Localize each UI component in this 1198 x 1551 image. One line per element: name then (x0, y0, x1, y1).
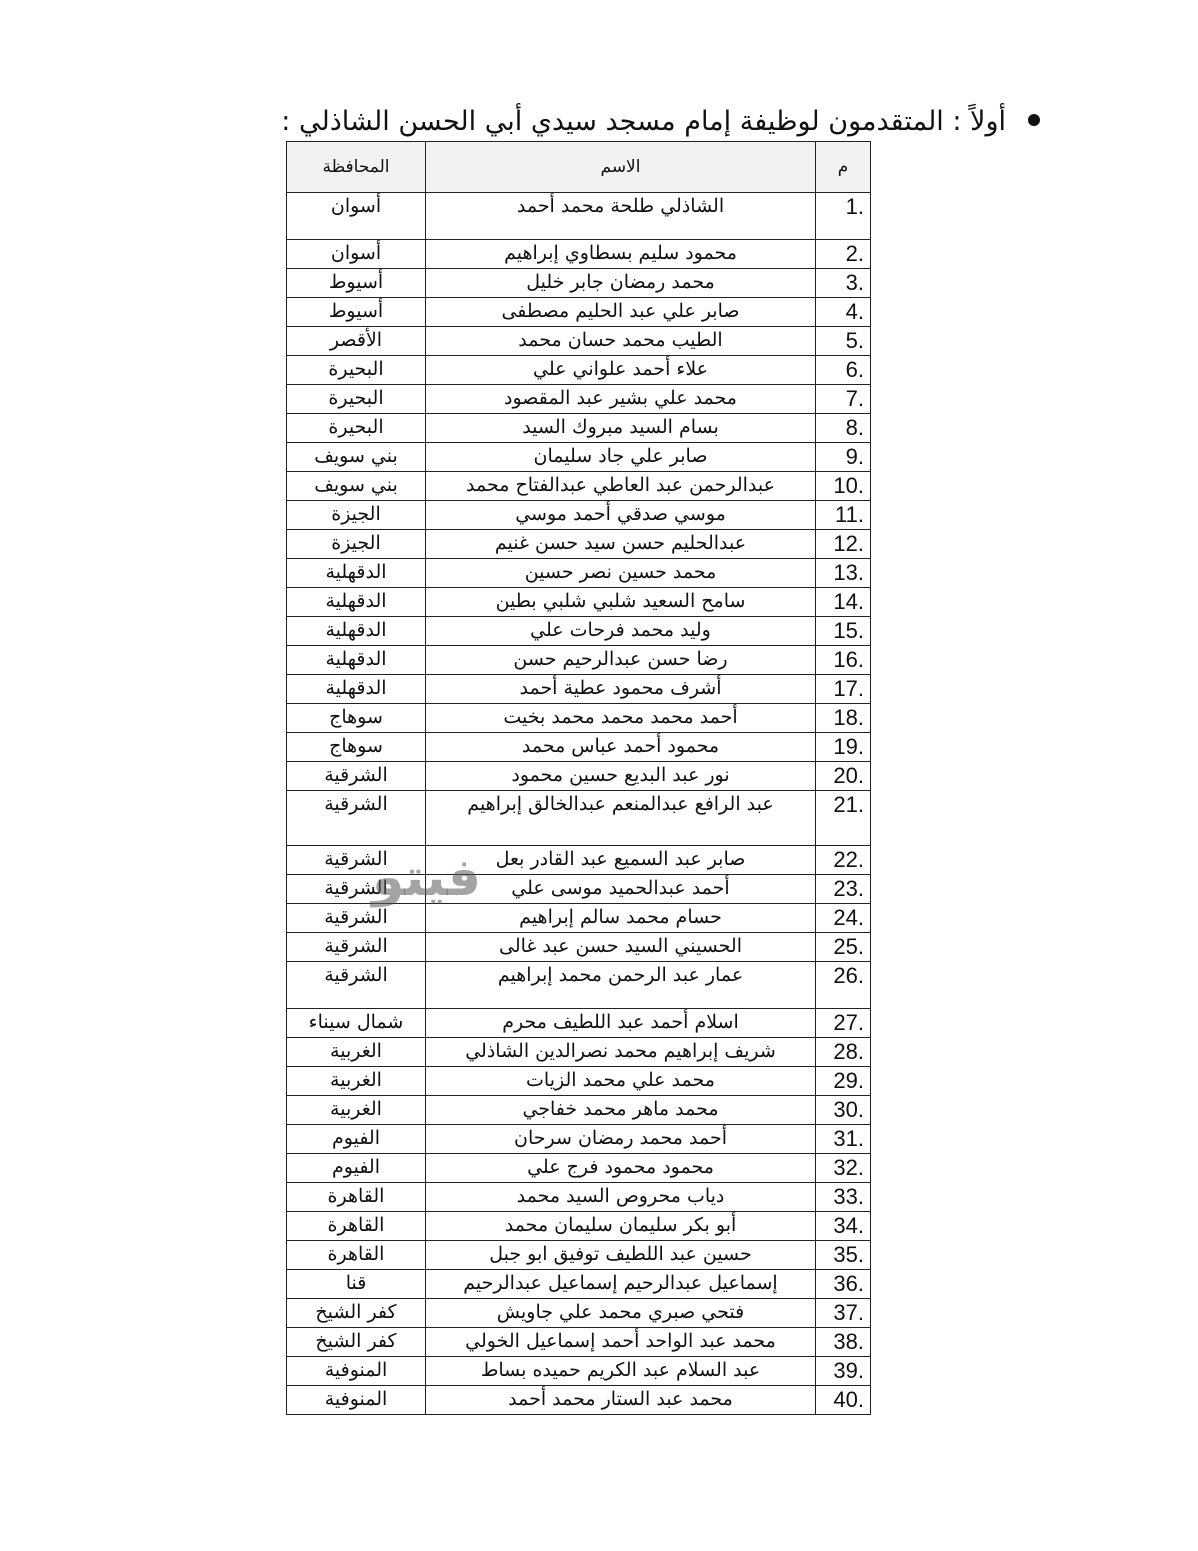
row-number: 8. (816, 414, 871, 443)
row-number: 14. (816, 588, 871, 617)
row-governorate: المنوفية (287, 1357, 426, 1386)
row-name: عبد الرافع عبدالمنعم عبدالخالق إبراهيم (426, 791, 816, 846)
row-governorate: الفيوم (287, 1154, 426, 1183)
row-name: أحمد عبدالحميد موسى علي (426, 875, 816, 904)
row-governorate: الغربية (287, 1038, 426, 1067)
row-name: فتحي صبري محمد علي جاويش (426, 1299, 816, 1328)
table-row (287, 1154, 871, 1183)
row-governorate: القاهرة (287, 1183, 426, 1212)
row-number: 4. (816, 298, 871, 327)
row-name: محمد حسين نصر حسين (426, 559, 816, 588)
row-governorate: الشرقية (287, 762, 426, 791)
row-governorate: البحيرة (287, 356, 426, 385)
row-name: الشاذلي طلحة محمد أحمد (426, 193, 816, 240)
row-governorate: القاهرة (287, 1241, 426, 1270)
table-row (287, 1357, 871, 1386)
row-governorate: الشرقية (287, 875, 426, 904)
row-number: 25. (816, 933, 871, 962)
table-row (287, 193, 871, 240)
row-name: محمد عبد الستار محمد أحمد (426, 1386, 816, 1415)
row-name: عبدالحليم حسن سيد حسن غنيم (426, 530, 816, 559)
table-row (287, 1067, 871, 1096)
row-governorate: القاهرة (287, 1212, 426, 1241)
row-number: 11. (816, 501, 871, 530)
table-row (287, 791, 871, 846)
table-row (287, 646, 871, 675)
table-row (287, 675, 871, 704)
row-number: 24. (816, 904, 871, 933)
table-row (287, 530, 871, 559)
row-name: محمد عبد الواحد أحمد إسماعيل الخولي (426, 1328, 816, 1357)
row-governorate: كفر الشيخ (287, 1328, 426, 1357)
row-name: محمد علي بشير عبد المقصود (426, 385, 816, 414)
row-name: علاء أحمد علواني علي (426, 356, 816, 385)
table-row (287, 1270, 871, 1299)
table-row (287, 298, 871, 327)
row-number: 18. (816, 704, 871, 733)
row-governorate: الدقهلية (287, 646, 426, 675)
table-row (287, 588, 871, 617)
header-num: م (816, 142, 871, 193)
table-row (287, 1328, 871, 1357)
row-governorate: الدقهلية (287, 617, 426, 646)
table-row (287, 327, 871, 356)
row-governorate: الجيزة (287, 530, 426, 559)
bullet-dot-icon (1028, 114, 1040, 126)
row-name: أشرف محمود عطية أحمد (426, 675, 816, 704)
table-row (287, 1038, 871, 1067)
row-governorate: الغربية (287, 1096, 426, 1125)
row-number: 40. (816, 1386, 871, 1415)
row-name: الحسيني السيد حسن عبد غالى (426, 933, 816, 962)
table-header-row (287, 142, 871, 193)
row-governorate: البحيرة (287, 414, 426, 443)
header-name: الاسم (426, 142, 816, 193)
watermark-logo: فيتو (372, 848, 482, 908)
row-governorate: الدقهلية (287, 588, 426, 617)
row-number: 29. (816, 1067, 871, 1096)
row-number: 30. (816, 1096, 871, 1125)
row-governorate: الأقصر (287, 327, 426, 356)
row-name: محمد علي محمد الزيات (426, 1067, 816, 1096)
table-row (287, 1096, 871, 1125)
row-governorate: الجيزة (287, 501, 426, 530)
row-number: 22. (816, 846, 871, 875)
table-row (287, 1212, 871, 1241)
table-row (287, 1183, 871, 1212)
row-governorate: أسيوط (287, 269, 426, 298)
row-number: 3. (816, 269, 871, 298)
row-name: صابر علي عبد الحليم مصطفى (426, 298, 816, 327)
row-governorate: البحيرة (287, 385, 426, 414)
row-name: أحمد محمد محمد محمد بخيت (426, 704, 816, 733)
row-number: 34. (816, 1212, 871, 1241)
table-row (287, 240, 871, 269)
row-governorate: الفيوم (287, 1125, 426, 1154)
row-name: محمود أحمد عباس محمد (426, 733, 816, 762)
table-row (287, 1241, 871, 1270)
row-governorate: أسوان (287, 240, 426, 269)
table-row (287, 443, 871, 472)
row-governorate: الشرقية (287, 933, 426, 962)
row-number: 15. (816, 617, 871, 646)
row-name: محمد رمضان جابر خليل (426, 269, 816, 298)
row-name: عبدالرحمن عبد العاطي عبدالفتاح محمد (426, 472, 816, 501)
row-governorate: قنا (287, 1270, 426, 1299)
row-name: دياب محروص السيد محمد (426, 1183, 816, 1212)
row-number: 36. (816, 1270, 871, 1299)
row-number: 13. (816, 559, 871, 588)
table-row (287, 1125, 871, 1154)
row-name: اسلام أحمد عبد اللطيف محرم (426, 1009, 816, 1038)
row-name: بسام السيد مبروك السيد (426, 414, 816, 443)
table-row (287, 385, 871, 414)
table-row (287, 933, 871, 962)
row-name: إسماعيل عبدالرحيم إسماعيل عبدالرحيم (426, 1270, 816, 1299)
table-row (287, 559, 871, 588)
table-row (287, 356, 871, 385)
table-row (287, 414, 871, 443)
row-number: 32. (816, 1154, 871, 1183)
row-number: 23. (816, 875, 871, 904)
row-number: 37. (816, 1299, 871, 1328)
row-name: رضا حسن عبدالرحيم حسن (426, 646, 816, 675)
row-number: 31. (816, 1125, 871, 1154)
row-number: 1. (816, 193, 871, 240)
table-row (287, 733, 871, 762)
row-number: 5. (816, 327, 871, 356)
row-name: حسام محمد سالم إبراهيم (426, 904, 816, 933)
row-name: صابر علي جاد سليمان (426, 443, 816, 472)
row-number: 28. (816, 1038, 871, 1067)
row-name: عبد السلام عبد الكريم حميده بساط (426, 1357, 816, 1386)
table-row (287, 762, 871, 791)
row-name: سامح السعيد شلبي شلبي بطين (426, 588, 816, 617)
row-number: 20. (816, 762, 871, 791)
row-governorate: بني سويف (287, 472, 426, 501)
row-governorate: الشرقية (287, 846, 426, 875)
row-governorate: الشرقية (287, 904, 426, 933)
row-name: صابر عبد السميع عبد القادر بعل (426, 846, 816, 875)
row-number: 2. (816, 240, 871, 269)
row-number: 7. (816, 385, 871, 414)
row-governorate: أسوان (287, 193, 426, 240)
row-number: 19. (816, 733, 871, 762)
row-governorate: أسيوط (287, 298, 426, 327)
table-body (287, 193, 871, 1415)
row-number: 39. (816, 1357, 871, 1386)
row-governorate: الدقهلية (287, 559, 426, 588)
row-name: شريف إبراهيم محمد نصرالدين الشاذلي (426, 1038, 816, 1067)
row-governorate: سوهاج (287, 704, 426, 733)
row-name: وليد محمد فرحات علي (426, 617, 816, 646)
row-number: 12. (816, 530, 871, 559)
row-number: 21. (816, 791, 871, 846)
row-name: محمود سليم بسطاوي إبراهيم (426, 240, 816, 269)
row-name: محمد ماهر محمد خفاجي (426, 1096, 816, 1125)
row-name: الطيب محمد حسان محمد (426, 327, 816, 356)
row-governorate: المنوفية (287, 1386, 426, 1415)
table-row (287, 962, 871, 1009)
row-name: موسي صدقي أحمد موسي (426, 501, 816, 530)
row-governorate: كفر الشيخ (287, 1299, 426, 1328)
row-name: حسين عبد اللطيف توفيق ابو جبل (426, 1241, 816, 1270)
table-row (287, 472, 871, 501)
table-row (287, 1299, 871, 1328)
row-number: 27. (816, 1009, 871, 1038)
row-number: 35. (816, 1241, 871, 1270)
table-row (287, 269, 871, 298)
row-name: أبو بكر سليمان سليمان محمد (426, 1212, 816, 1241)
row-number: 9. (816, 443, 871, 472)
row-number: 33. (816, 1183, 871, 1212)
header-governorate: المحافظة (287, 142, 426, 193)
table-row (287, 1386, 871, 1415)
row-name: نور عبد البديع حسين محمود (426, 762, 816, 791)
row-governorate: الغربية (287, 1067, 426, 1096)
row-number: 16. (816, 646, 871, 675)
row-name: أحمد محمد رمضان سرحان (426, 1125, 816, 1154)
table-row (287, 1009, 871, 1038)
section-heading (180, 100, 1040, 144)
applicants-table (286, 141, 871, 1415)
row-number: 26. (816, 962, 871, 1009)
row-governorate: سوهاج (287, 733, 426, 762)
row-governorate: الدقهلية (287, 675, 426, 704)
heading-text: أولاً : المتقدمون لوظيفة إمام مسجد سيدي أبي الحسن الشاذلي : (281, 106, 1006, 137)
table-row (287, 501, 871, 530)
row-number: 17. (816, 675, 871, 704)
row-governorate: الشرقية (287, 791, 426, 846)
row-number: 38. (816, 1328, 871, 1357)
row-number: 6. (816, 356, 871, 385)
row-governorate: شمال سيناء (287, 1009, 426, 1038)
row-governorate: بني سويف (287, 443, 426, 472)
table-row (287, 617, 871, 646)
row-number: 10. (816, 472, 871, 501)
row-name: محمود محمود فرج علي (426, 1154, 816, 1183)
row-name: عمار عبد الرحمن محمد إبراهيم (426, 962, 816, 1009)
table-row (287, 704, 871, 733)
row-governorate: الشرقية (287, 962, 426, 1009)
